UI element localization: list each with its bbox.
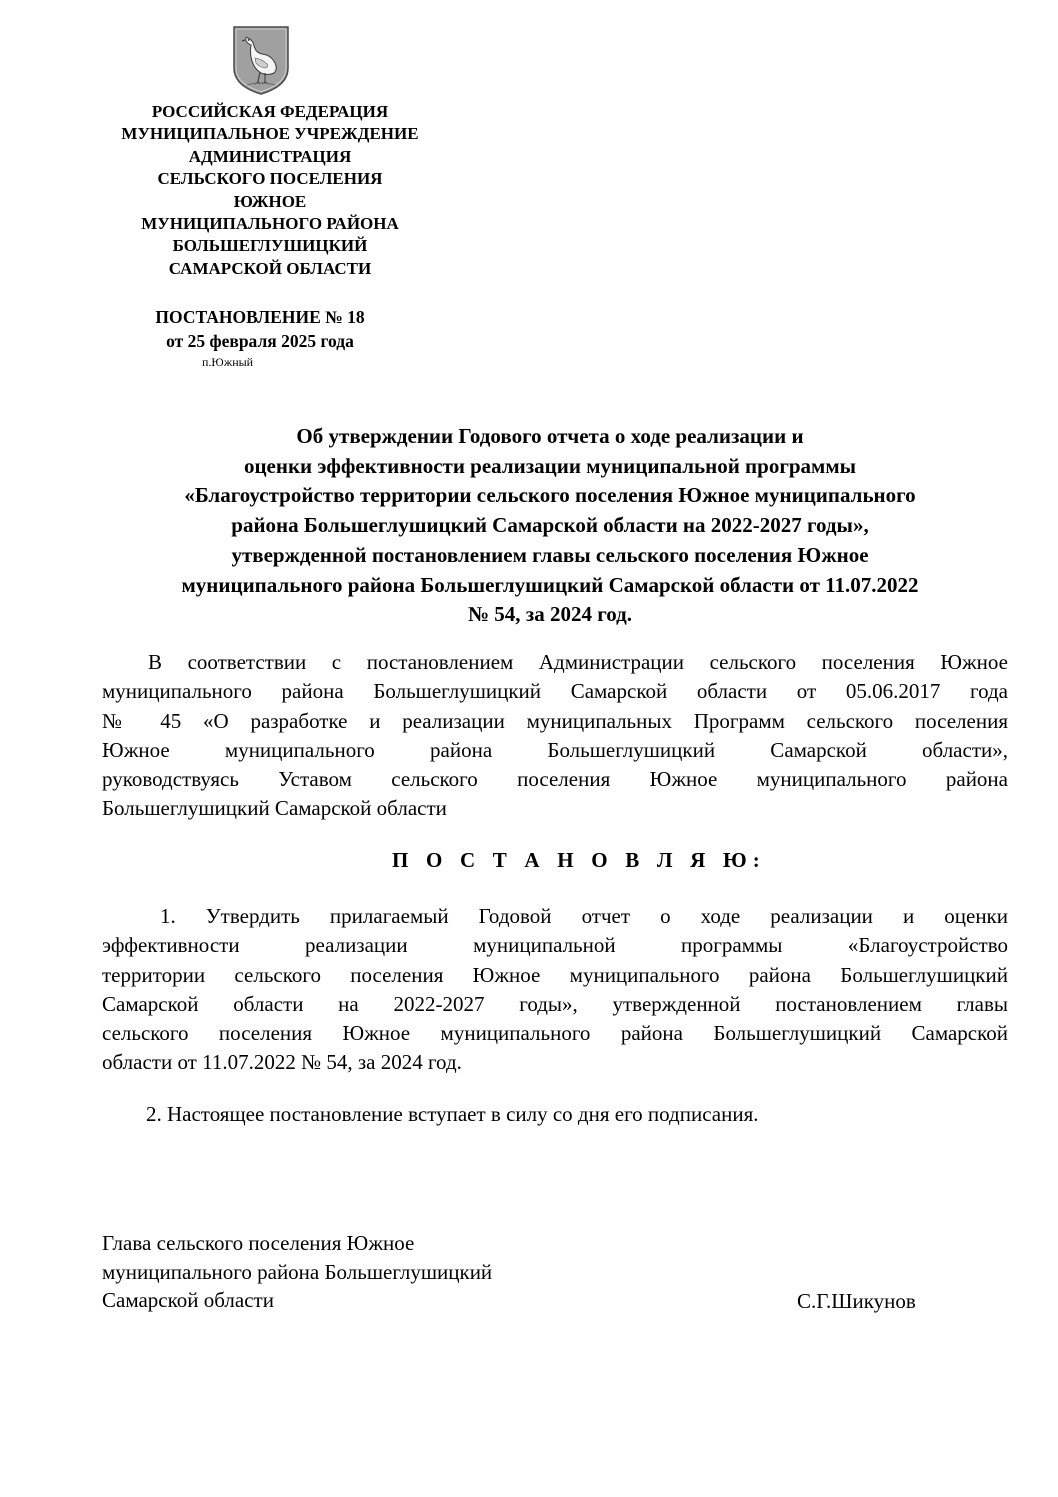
- header-line: БОЛЬШЕГЛУШИЦКИЙ: [172, 236, 368, 256]
- item-2-paragraph: 2. Настоящее постановление вступает в силу со дня его подписания.: [146, 1102, 759, 1126]
- document-title: [100, 422, 1000, 630]
- preamble-line: № 45 «О разработке и реализации муниципальных Программ сельского поселения: [102, 708, 1008, 733]
- signature-block: [102, 1229, 492, 1315]
- signature-title-line: муниципального района Большеглушицкий: [102, 1259, 493, 1284]
- decree-date: от 25 февраля 2025 года: [166, 331, 354, 351]
- header-line: САМАРСКОЙ ОБЛАСТИ: [168, 258, 372, 278]
- header-line: АДМИНИСТРАЦИЯ: [188, 146, 352, 166]
- header-line: ЮЖНОЕ: [233, 191, 307, 211]
- preamble-paragraph: [102, 648, 1008, 824]
- title-line: «Благоустройство территории сельского поселения Южное муниципального: [184, 483, 916, 508]
- preamble-line: Южное муниципального района Большеглушицкий Самарской области»,: [102, 737, 1008, 762]
- title-line: Об утверждении Годового отчета о ходе реализации и: [296, 424, 804, 448]
- title-line: оценки эффективности реализации муниципальной программы: [243, 453, 857, 478]
- item-1-line: эффективности реализации муниципальной программы «Благоустройство: [102, 933, 1008, 958]
- title-line: муниципального района Большеглушицкий Самарской области от 11.07.2022: [181, 572, 919, 597]
- title-line: района Большеглушицкий Самарской области на 2022-2027 годы»,: [231, 513, 869, 538]
- item-1-line: сельского поселения Южное муниципального района Большеглушицкий Самарской: [102, 1021, 1008, 1046]
- item-1-line: 1. Утвердить прилагаемый Годовой отчет о ходе реализации и оценки: [160, 904, 1008, 928]
- preamble-line: руководствуясь Уставом сельского поселения Южное муниципального района: [102, 767, 1008, 792]
- header-line: МУНИЦИПАЛЬНОЕ УЧРЕЖДЕНИЕ: [121, 124, 419, 144]
- item-1-line: Самарской области на 2022-2027 годы», утвержденной постановлением главы: [102, 991, 1008, 1016]
- signer-name: С.Г.Шикунов: [797, 1289, 916, 1313]
- header-line: СЕЛЬСКОГО ПОСЕЛЕНИЯ: [157, 169, 383, 189]
- item-1-line: области от 11.07.2022 № 54, за 2024 год.: [102, 1050, 462, 1075]
- title-line: утвержденной постановлением главы сельского поселения Южное: [231, 542, 869, 567]
- decree-number: ПОСТАНОВЛЕНИЕ № 18: [155, 307, 365, 327]
- signature-title-line: Глава сельского поселения Южное: [102, 1231, 415, 1255]
- decree-place: п.Южный: [202, 355, 254, 369]
- header-line: РОССИЙСКАЯ ФЕДЕРАЦИЯ: [151, 102, 389, 121]
- title-line: № 54, за 2024 год.: [467, 602, 633, 627]
- issuer-header: [90, 101, 450, 280]
- preamble-line: В соответствии с постановлением Администрации сельского поселения Южное: [148, 650, 1008, 674]
- header-line: МУНИЦИПАЛЬНОГО РАЙОНА: [141, 214, 399, 234]
- decree-info: [90, 305, 430, 353]
- resolve-heading: П О С Т А Н О В Л Я Ю:: [391, 848, 767, 872]
- preamble-line: муниципального района Большеглушицкий Самарской области от 05.06.2017 года: [102, 679, 1008, 704]
- preamble-line: Большеглушицкий Самарской области: [102, 796, 447, 821]
- item-1-line: территории сельского поселения Южное муниципального района Большеглушицкий: [102, 962, 1008, 987]
- coat-of-arms-icon: [231, 24, 291, 96]
- signature-title-line: Самарской области: [102, 1288, 274, 1313]
- item-1-paragraph: [102, 902, 1008, 1078]
